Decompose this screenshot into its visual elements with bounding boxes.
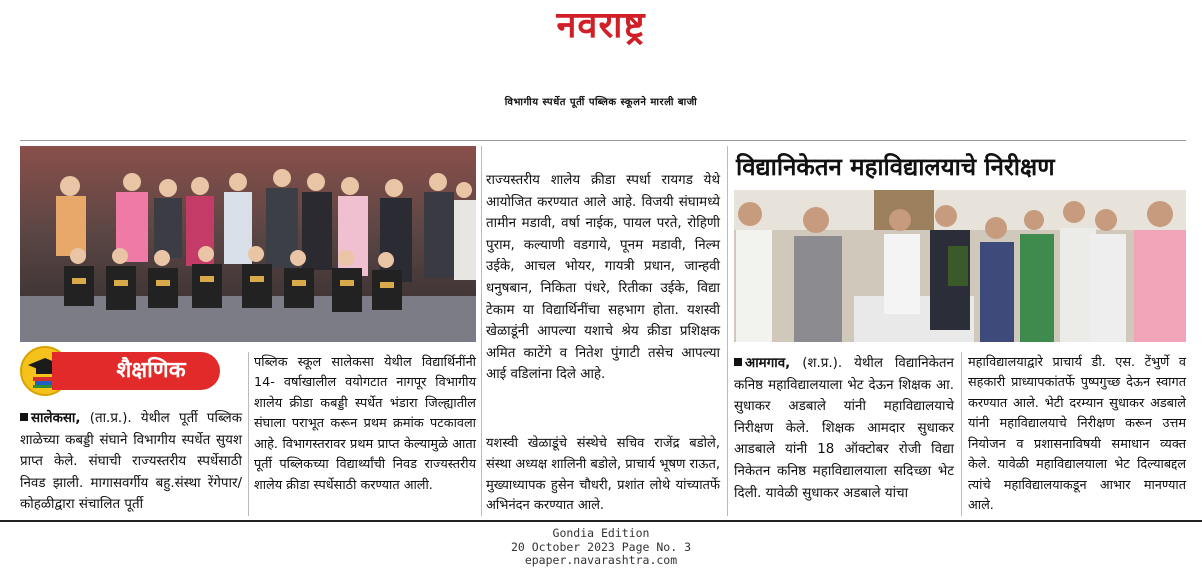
divider xyxy=(20,140,1186,141)
masthead-logo: नवराष्ट्र xyxy=(556,5,646,46)
article2-column-1 xyxy=(734,353,954,504)
divider xyxy=(0,520,1202,522)
article1-text: यशस्वी खेळाडूंचे संस्थेचे सचिव राजेंद्र बडोले, संस्था अध्यक्ष शालिनी बडोले, प्राचार्य भूषण राऊत, मुख्याध्यापक हुसेन चौधरी, प्रशांत लोथे यांच्यातर्फे अभिनंदन करण्यात आले. xyxy=(486,436,720,514)
section-badge-label: शैक्षणिक xyxy=(116,358,186,383)
article1-column-1 xyxy=(20,408,242,516)
article2-text: महाविद्यालयाद्वारे प्राचार्य डी. एस. टेंभुर्णे व सहकारी प्राध्यापकांतर्फे पुष्पगुच्छ देऊन स्वागत करण्यात आले. भेटी दरम्यान सुधाकर अडबाले यांनी महाविद्यालयाचे निरीक्षण करून उत्तम नियोजन व प्रशासनाविषयी समाधान व्यक्त केले. यावेळी महाविद्यालयाला भेट दिल्याबद्दल त्यांचे महाविद्यालयाकडून आभार मानण्यात आले. xyxy=(968,355,1186,514)
article2-column-2 xyxy=(968,353,1186,517)
article1-text: राज्यस्तरीय शालेय क्रीडा स्पर्धा रायगड येथे आयोजित करण्यात आले आहे. विजयी संघामध्ये तामीन मडावी, वर्षा नाईक, पायल परते, रोहिणी पुराम, कल्याणी वडगाये, पूनम मडावी, निल्म उईके, आचल भोयर, गायत्री प्रधान, जान्हवी धनुषबान, निकिता पंधरे, रितीका उईके, विद्या टेकाम या विद्यार्थिनींचा सहभाग होता. यशस्वी खेळाडूंनी आपल्या यशाचे श्रेय क्रीडा प्रशिक्षक अमित काटेंगे व नितेश पुंगाटी तसेच आपल्या आई वडिलांना दिले आहे. xyxy=(486,173,720,383)
headline: विभागीय स्पर्धेत पूर्ती पब्लिक स्कूलने मारली बाजी xyxy=(504,97,698,108)
column-divider xyxy=(481,146,482,516)
footer-edition: Gondia Edition xyxy=(552,526,650,540)
photo-college-inspection xyxy=(734,190,1186,342)
footer xyxy=(0,527,1202,568)
column-divider xyxy=(727,146,728,516)
article1-text: (ता.प्र.). येथील पूर्ती पब्लिक शाळेच्या कबड्डी संघाने विभागीय स्पर्धेत सुयश प्राप्त केले. संघाची राज्यस्तरीय स्पर्धेसाठी निवड झाली. मागासवर्गीय बहु.संस्था रेंगेपार/ कोहळीद्वारा संचालित पूर्ती xyxy=(20,411,242,513)
dateline: आमगाव, xyxy=(745,356,791,371)
article2-text: (श.प्र.). येथील विद्यानिकेतन कनिष्ठ महाविद्यालयाला भेट देऊन शिक्षक आ. सुधाकर अडबाले यांनी महाविद्यालयाचे निरीक्षण केले. शिक्षक आमदार सुधाकर आडबाले यांनी 18 ऑक्टोबर रोजी विद्या निकेतन कनिष्ठ महाविद्यालयाला सदिच्छा भेट दिली. यावेळी सुधाकर अडबाले यांचा xyxy=(734,356,954,501)
dateline-marker-icon xyxy=(734,358,742,366)
article1-column-mid-top xyxy=(486,170,720,386)
dateline-marker-icon xyxy=(20,413,28,421)
article1-column-2 xyxy=(254,353,476,496)
column-divider xyxy=(961,352,962,516)
article1-column-mid-bottom xyxy=(486,434,720,517)
sub-headline: विद्यानिकेतन महाविद्यालयाचे निरीक्षण xyxy=(736,153,1055,181)
column-divider xyxy=(248,352,249,516)
footer-site-link[interactable]: epaper.navarashtra.com xyxy=(524,553,678,567)
footer-date-page: 20 October 2023 Page No. 3 xyxy=(510,539,691,554)
photo-kabaddi-team xyxy=(20,146,476,342)
dateline: सालेकसा, xyxy=(31,411,81,426)
article1-text: पब्लिक स्कूल सालेकसा येथील विद्यार्थिनींनी 14- वर्षाखालील वयोगटात नागपूर विभागीय शालेय क्रीडा कबड्डी स्पर्धेत भंडारा जिल्ह्यातील संघाला पराभूत करून प्रथम क्रमांक पटकावला आहे. विभागस्तरावर प्रथम प्राप्त केल्यामुळे आता पूर्ती पब्लिकच्या विद्यार्थ्यांची निवड राज्यस्तरीय शालेय क्रीडा स्पर्धेसाठी करण्यात आली. xyxy=(254,355,476,493)
